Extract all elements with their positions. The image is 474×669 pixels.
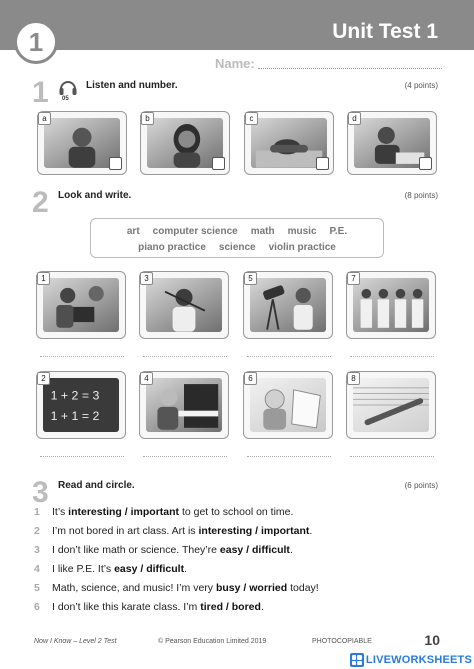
section-3-points: (6 points) [404, 481, 438, 490]
photo-computer-science [43, 278, 119, 332]
option-separator: / [121, 506, 131, 518]
sentence-text: . [260, 601, 264, 613]
photo-art [250, 378, 326, 432]
photo-piano-practice [146, 378, 222, 432]
sentence-text: Math, science, and music! I’m very [52, 582, 216, 594]
page-title: Unit Test 1 [332, 20, 438, 43]
sentence-item [34, 544, 293, 556]
answer-box[interactable] [316, 157, 329, 170]
liveworksheets-logo [350, 653, 364, 667]
option-2[interactable]: difficult [252, 544, 290, 556]
sentence-item [34, 563, 187, 575]
option-1[interactable]: busy [215, 582, 241, 594]
option-separator: / [223, 601, 232, 613]
word-bank-item: music [287, 226, 317, 237]
word-bank [90, 218, 384, 258]
answer-line[interactable] [350, 456, 434, 457]
section-2-number: 2 [32, 186, 49, 219]
photo-label: 3 [140, 272, 153, 285]
sentence-item [34, 601, 264, 613]
footer-course: Now I Know – Level 2 Test [34, 638, 117, 645]
option-1[interactable]: interesting [198, 525, 253, 537]
photo-label: a [38, 112, 51, 125]
sentence-number: 2 [34, 525, 40, 537]
sentence-number: 3 [34, 544, 40, 556]
word-bank-item: science [218, 242, 256, 253]
photo-label: 8 [347, 372, 360, 385]
section-3-title: Read and circle. [58, 480, 135, 491]
photo-label: 2 [37, 372, 50, 385]
unit-number: 1 [28, 26, 44, 57]
sentence-text: . [289, 544, 293, 556]
photo-math [43, 378, 119, 432]
photo-card-8 [346, 371, 436, 439]
sentence-text: today! [287, 582, 319, 594]
option-2[interactable]: important [260, 525, 310, 537]
answer-box[interactable] [419, 157, 432, 170]
section-1-number: 1 [32, 76, 49, 109]
sentence-text: to get to school on time. [179, 506, 294, 518]
sentence-number: 1 [34, 506, 40, 518]
sentence-item [34, 525, 312, 537]
photo-card-3 [139, 271, 229, 339]
word-bank-item: piano practice [138, 242, 206, 253]
sentence-text: I don’t like math or science. They’re [52, 544, 220, 556]
option-separator: / [243, 544, 253, 556]
answer-line[interactable] [350, 356, 434, 357]
answer-line[interactable] [143, 456, 227, 457]
photo-pe [353, 278, 429, 332]
photo-card-7 [346, 271, 436, 339]
word-bank-item: P.E. [329, 226, 348, 237]
option-2[interactable]: important [130, 506, 180, 518]
brand-name: LIVEWORKSHEETS [365, 654, 472, 666]
sentence-text: I like P.E. It’s [52, 563, 115, 575]
footer-photocopiable: PHOTOCOPIABLE [312, 638, 372, 645]
sentence-text: It’s [52, 506, 69, 518]
sentence-item [34, 506, 293, 518]
answer-line[interactable] [40, 356, 124, 357]
photo-label: b [141, 112, 154, 125]
option-separator: / [252, 525, 261, 537]
answer-box[interactable] [212, 157, 225, 170]
section-3-number: 3 [32, 476, 49, 509]
photo-label: d [348, 112, 361, 125]
word-bank-item: art [126, 226, 140, 237]
audio-track-number: 05 [62, 96, 69, 102]
section-1-title: Listen and number. [86, 80, 178, 91]
footer-copyright: © Pearson Education Limited 2019 [158, 638, 267, 645]
liveworksheets-badge[interactable] [350, 652, 472, 668]
photo-music [353, 378, 429, 432]
section-1-points: (4 points) [404, 81, 438, 90]
photo-card-5 [243, 271, 333, 339]
answer-line[interactable] [247, 356, 331, 357]
photo-label: c [245, 112, 258, 125]
photo-label: 1 [37, 272, 50, 285]
word-bank-item: violin practice [268, 242, 336, 253]
name-label: Name: [215, 56, 255, 71]
unit-number-badge [14, 20, 58, 64]
answer-box[interactable] [109, 157, 122, 170]
sentence-number: 5 [34, 582, 40, 594]
option-separator: / [137, 563, 147, 575]
sentence-text: . [309, 525, 313, 537]
photo-label: 6 [244, 372, 257, 385]
photo-card-c [244, 111, 334, 175]
photo-violin-practice [146, 278, 222, 332]
photo-label: 4 [140, 372, 153, 385]
sentence-number: 6 [34, 601, 40, 613]
option-1[interactable]: easy [114, 563, 138, 575]
option-1[interactable]: interesting [68, 506, 122, 518]
option-separator: / [240, 582, 250, 594]
name-field[interactable] [258, 68, 442, 69]
sentence-text: I don’t like this karate class. I’m [52, 601, 201, 613]
photo-card-6 [243, 371, 333, 439]
page-number: 10 [424, 632, 440, 648]
answer-line[interactable] [40, 456, 124, 457]
option-1[interactable]: tired [200, 601, 223, 613]
sentence-text: . [184, 563, 188, 575]
option-1[interactable]: easy [219, 544, 244, 556]
sentence-item [34, 582, 319, 594]
sentence-text: I’m not bored in art class. Art is [52, 525, 199, 537]
photo-card-1 [36, 271, 126, 339]
option-2[interactable]: difficult [146, 563, 185, 575]
answer-line[interactable] [247, 456, 331, 457]
sentence-number: 4 [34, 563, 40, 575]
answer-line[interactable] [143, 356, 227, 357]
photo-card-2 [36, 371, 126, 439]
board-equation: 1 + 1 = 2 [50, 409, 100, 424]
option-2[interactable]: worried [249, 582, 288, 594]
photo-science [250, 278, 326, 332]
section-2-points: (8 points) [404, 191, 438, 200]
section-2-title: Look and write. [58, 190, 132, 201]
photo-card-a [37, 111, 127, 175]
word-bank-item: math [250, 226, 275, 237]
photo-card-d [347, 111, 437, 175]
word-bank-item: computer science [152, 226, 238, 237]
photo-label: 5 [244, 272, 257, 285]
photo-label: 7 [347, 272, 360, 285]
option-2[interactable]: bored [231, 601, 261, 613]
board-equation: 1 + 2 = 3 [50, 388, 100, 403]
photo-card-4 [139, 371, 229, 439]
photo-card-b [140, 111, 230, 175]
